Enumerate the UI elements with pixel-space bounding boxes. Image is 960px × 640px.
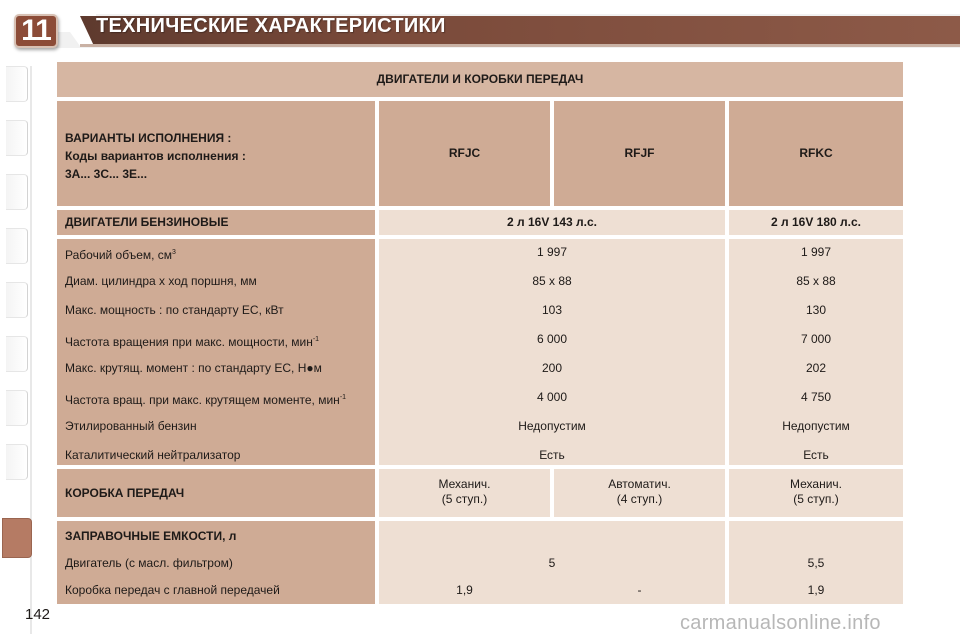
spec-labels-cell [57, 239, 375, 465]
spec-value: 202 [805, 361, 827, 375]
capacities-values-engine-1 [379, 521, 725, 604]
spec-label-text: Диам. цилиндра х ход поршня, мм [65, 274, 257, 288]
spec-value: 200 [541, 361, 563, 375]
chapter-tab[interactable] [6, 66, 28, 102]
variants-label-line: ВАРИАНТЫ ИСПОЛНЕНИЯ : [65, 131, 232, 145]
spec-label [65, 361, 322, 376]
spec-label-unit-exponent: 3 [172, 249, 176, 256]
spec-label-text: Этилированный бензин [65, 419, 197, 433]
watermark: carmanualsonline.info [680, 612, 881, 634]
chapter-tab[interactable] [6, 336, 28, 372]
spec-label-unit-exponent: -1 [312, 336, 320, 343]
capacity-value: - [637, 583, 642, 597]
spec-label [65, 303, 284, 318]
gearbox-type: Механич. [790, 477, 842, 491]
spec-values-engine-2 [729, 239, 903, 465]
gearbox-steps: (5 ступ.) [793, 492, 839, 506]
gearbox-value [554, 469, 725, 517]
spec-value: 1 997 [536, 245, 568, 259]
chapter-tab[interactable] [6, 120, 28, 156]
spec-value: Недопустим [782, 419, 850, 433]
spec-value: 103 [541, 303, 563, 317]
gearbox-type: Механич. [438, 477, 491, 491]
capacity-value: 5 [548, 556, 556, 570]
spec-value: 7 000 [800, 332, 832, 346]
variant-code-cell: RFJC [379, 101, 550, 206]
spec-value: Недопустим [518, 419, 586, 433]
capacity-value: 1,9 [456, 583, 473, 597]
spec-value: Есть [539, 448, 565, 462]
spec-value: 6 000 [536, 332, 568, 346]
chapter-tab[interactable] [6, 282, 28, 318]
page-title: ТЕХНИЧЕСКИЕ ХАРАКТЕРИСТИКИ [96, 15, 446, 37]
spec-label-text: Макс. мощность : по стандарту ЕС, кВт [65, 303, 284, 317]
variants-header-cell [57, 101, 375, 206]
engines-label: ДВИГАТЕЛИ БЕНЗИНОВЫЕ [57, 210, 375, 235]
gearbox-value [729, 469, 903, 517]
chapter-tab-active[interactable] [2, 518, 32, 558]
variant-code-cell: RFKC [729, 101, 903, 206]
chapter-tab[interactable] [6, 228, 28, 264]
spec-label-text: Частота вращения при макс. мощности, мин [65, 335, 313, 349]
gearbox-steps: (5 ступ.) [441, 492, 488, 506]
spec-label [65, 274, 257, 289]
capacity-value: 5,5 [807, 556, 825, 570]
capacity-label: Коробка передач с главной передачей [65, 583, 280, 597]
spec-label [65, 419, 197, 434]
spec-label [65, 448, 240, 463]
spec-label [65, 390, 346, 408]
spec-label [65, 332, 319, 350]
engine-name: 2 л 16V 143 л.с. [379, 210, 725, 235]
table-title: ДВИГАТЕЛИ И КОРОБКИ ПЕРЕДАЧ [57, 62, 903, 97]
gearbox-value [379, 469, 550, 517]
variant-code-cell: RFJF [554, 101, 725, 206]
gearbox-type: Автоматич. [608, 477, 671, 491]
capacities-labels-cell [57, 521, 375, 604]
gearbox-steps: (4 ступ.) [616, 492, 663, 506]
chapter-number-badge [14, 14, 58, 48]
spec-value: 1 997 [800, 245, 832, 259]
spec-label-unit-exponent: -1 [339, 394, 347, 401]
spec-values-engine-1 [379, 239, 725, 465]
spec-value: 85 x 88 [532, 274, 572, 288]
capacity-label: Двигатель (с масл. фильтром) [65, 556, 233, 570]
spec-value: Есть [803, 448, 829, 462]
gearbox-label: КОРОБКА ПЕРЕДАЧ [57, 469, 375, 517]
spec-value: 4 750 [800, 390, 832, 404]
engine-name: 2 л 16V 180 л.с. [729, 210, 903, 235]
page-number: 142 [25, 606, 51, 623]
spec-value: 130 [805, 303, 827, 317]
spec-label-text: Каталитический нейтрализатор [65, 448, 241, 462]
chapter-tab[interactable] [6, 390, 28, 426]
capacity-value: 1,9 [807, 583, 825, 597]
variants-label-line: Коды вариантов исполнения : [65, 149, 246, 163]
spec-value: 85 x 88 [796, 274, 836, 288]
chapter-tab[interactable] [6, 174, 28, 210]
spec-label [65, 245, 176, 263]
spec-label-text: Частота вращ. при макс. крутящем моменте, мин [65, 393, 340, 407]
capacities-values-engine-2 [729, 521, 903, 604]
capacities-label: ЗАПРАВОЧНЫЕ ЕМКОСТИ, л [65, 529, 237, 543]
chapter-number: 11 [21, 14, 51, 47]
variants-label-line: 3A... 3C... 3E... [65, 167, 148, 181]
spec-label-text: Макс. крутящ. момент : по стандарту ЕС, Н●м [65, 361, 322, 375]
spec-value: 4 000 [536, 390, 568, 404]
spec-label-text: Рабочий объем, см [65, 248, 173, 262]
chapter-tab[interactable] [6, 444, 28, 480]
